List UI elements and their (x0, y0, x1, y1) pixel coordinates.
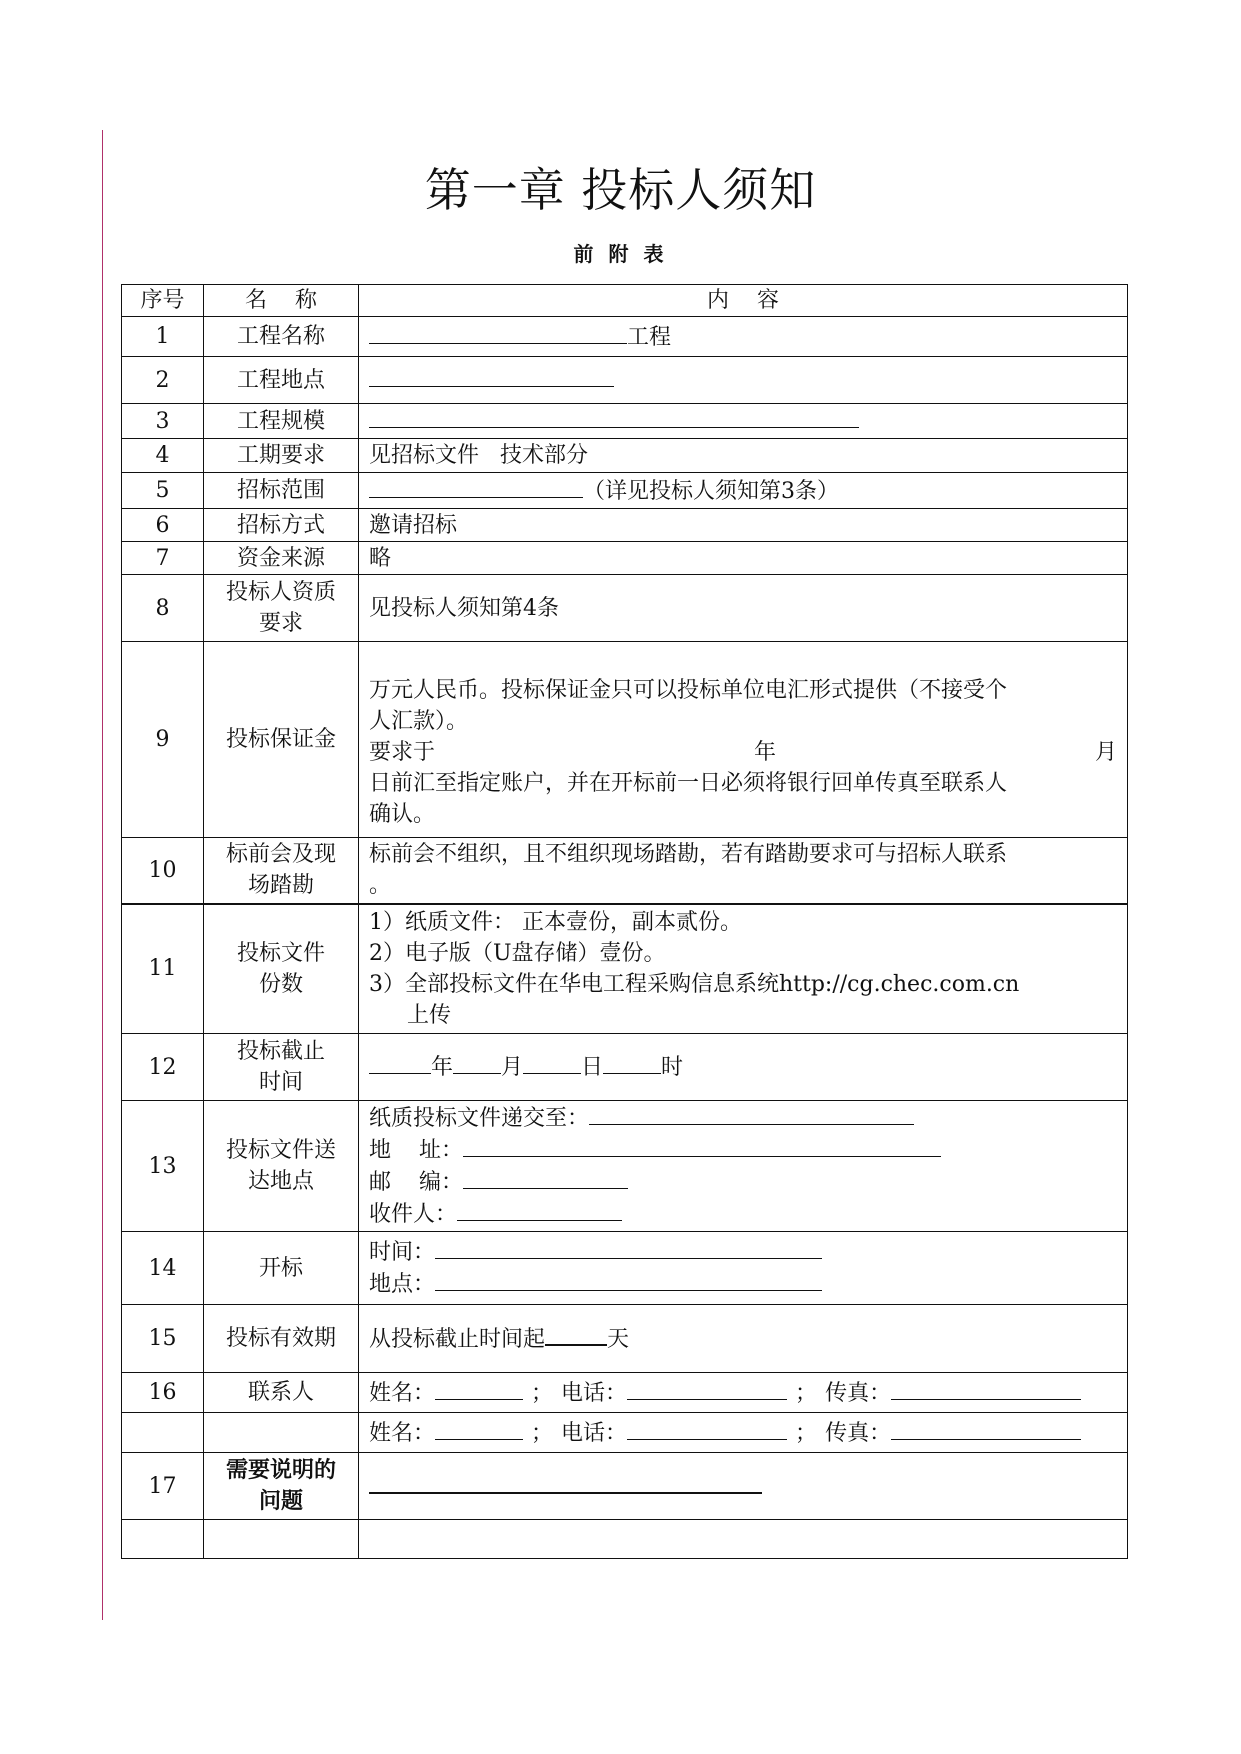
row-content: 姓名： ； 电话： ； 传真： (359, 1373, 1128, 1413)
row-number: 4 (122, 439, 204, 473)
row-number: 12 (122, 1034, 204, 1101)
header-no: 序号 (122, 285, 204, 317)
page-title: 第一章 投标人须知 (424, 163, 817, 217)
blank-line (369, 475, 583, 498)
row-content: 万元人民币。投标保证金只可以投标单位电汇形式提供（不接受个 人汇款）。 要求于 年 月 日前汇至指定账户，并在开标前一日必须将银行回单传真至联系人 确认。 (359, 642, 1128, 838)
row-number: 10 (122, 838, 204, 904)
row-number: 13 (122, 1101, 204, 1232)
table-row (122, 575, 1128, 642)
blank-line (369, 321, 627, 344)
row-name: 投标有效期 (204, 1305, 359, 1373)
row-content: 姓名： ； 电话： ； 传真： (359, 1413, 1128, 1453)
row-number: 1 (122, 317, 204, 357)
row-content (359, 357, 1128, 404)
row-content: 从投标截止时间起 天 (359, 1305, 1128, 1373)
table-row (122, 642, 1128, 838)
table-row (122, 542, 1128, 575)
table-row (122, 317, 1128, 357)
row-content: 标前会不组织，且不组织现场踏勘，若有踏勘要求可与招标人联系 。 (359, 838, 1128, 904)
content-text: （详见投标人须知第3条） (583, 478, 839, 504)
row-name: 联系人 (204, 1373, 359, 1413)
table-row (122, 357, 1128, 404)
row-name (204, 1413, 359, 1453)
row-content (359, 473, 1128, 509)
table-row (122, 404, 1128, 439)
row-number: 14 (122, 1232, 204, 1305)
row-content: 年 月 日 时 (359, 1034, 1128, 1101)
row-name: 工程名称 (204, 317, 359, 357)
margin-line (102, 130, 103, 1620)
row-name: 投标保证金 (204, 642, 359, 838)
row-number: 6 (122, 509, 204, 542)
content-text: 工程 (627, 324, 672, 350)
table-row (122, 838, 1128, 904)
row-name: 招标方式 (204, 509, 359, 542)
row-number: 2 (122, 357, 204, 404)
row-name: 开标 (204, 1232, 359, 1305)
row-content: 见投标人须知第4条 (359, 575, 1128, 642)
preface-table (121, 284, 1128, 1559)
row-content: 见招标文件 技术部分 (359, 439, 1128, 473)
blank-line (369, 1470, 762, 1494)
table-row (122, 1453, 1128, 1520)
row-content: 纸质投标文件递交至： 地 址： 邮 编： 收件人： (359, 1101, 1128, 1232)
row-name: 标前会及现 场踏勘 (204, 838, 359, 904)
row-number: 5 (122, 473, 204, 509)
row-name: 投标文件 份数 (204, 904, 359, 1034)
table-row (122, 1373, 1128, 1413)
table-row (122, 1305, 1128, 1373)
table-subtitle: 前 附 表 (573, 242, 668, 266)
row-number: 15 (122, 1305, 204, 1373)
blank-line (369, 364, 614, 387)
row-number: 11 (122, 904, 204, 1034)
row-content: 1）纸质文件： 正本壹份，副本贰份。 2）电子版（U盘存储）壹份。 3）全部投标文件在华电工程采购信息系统http://cg.chec.com.cn 上传 (359, 904, 1128, 1034)
row-content: 略 (359, 542, 1128, 575)
table-row (122, 473, 1128, 509)
row-name: 资金来源 (204, 542, 359, 575)
row-name: 工程地点 (204, 357, 359, 404)
row-name: 招标范围 (204, 473, 359, 509)
row-content (359, 317, 1128, 357)
row-content: 邀请招标 (359, 509, 1128, 542)
row-name: 需要说明的 问题 (204, 1453, 359, 1520)
row-name: 投标截止 时间 (204, 1034, 359, 1101)
table-row (122, 1101, 1128, 1232)
table-row (122, 904, 1128, 1034)
row-content: 时间： 地点： (359, 1232, 1128, 1305)
row-name: 投标人资质 要求 (204, 575, 359, 642)
row-name: 工期要求 (204, 439, 359, 473)
row-number: 9 (122, 642, 204, 838)
table-row (122, 1520, 1128, 1559)
row-number: 16 (122, 1373, 204, 1413)
row-content (359, 404, 1128, 439)
row-number: 3 (122, 404, 204, 439)
table-header-row (122, 285, 1128, 317)
table-row (122, 1413, 1128, 1453)
row-number: 17 (122, 1453, 204, 1520)
row-name: 工程规模 (204, 404, 359, 439)
table-row (122, 509, 1128, 542)
row-name: 投标文件送 达地点 (204, 1101, 359, 1232)
row-number: 8 (122, 575, 204, 642)
table-row (122, 1232, 1128, 1305)
row-number (122, 1413, 204, 1453)
row-number: 7 (122, 542, 204, 575)
header-content: 内 容 (359, 285, 1128, 317)
blank-line (369, 405, 859, 428)
row-content (359, 1453, 1128, 1520)
header-name: 名 称 (204, 285, 359, 317)
table-row (122, 1034, 1128, 1101)
table-row (122, 439, 1128, 473)
